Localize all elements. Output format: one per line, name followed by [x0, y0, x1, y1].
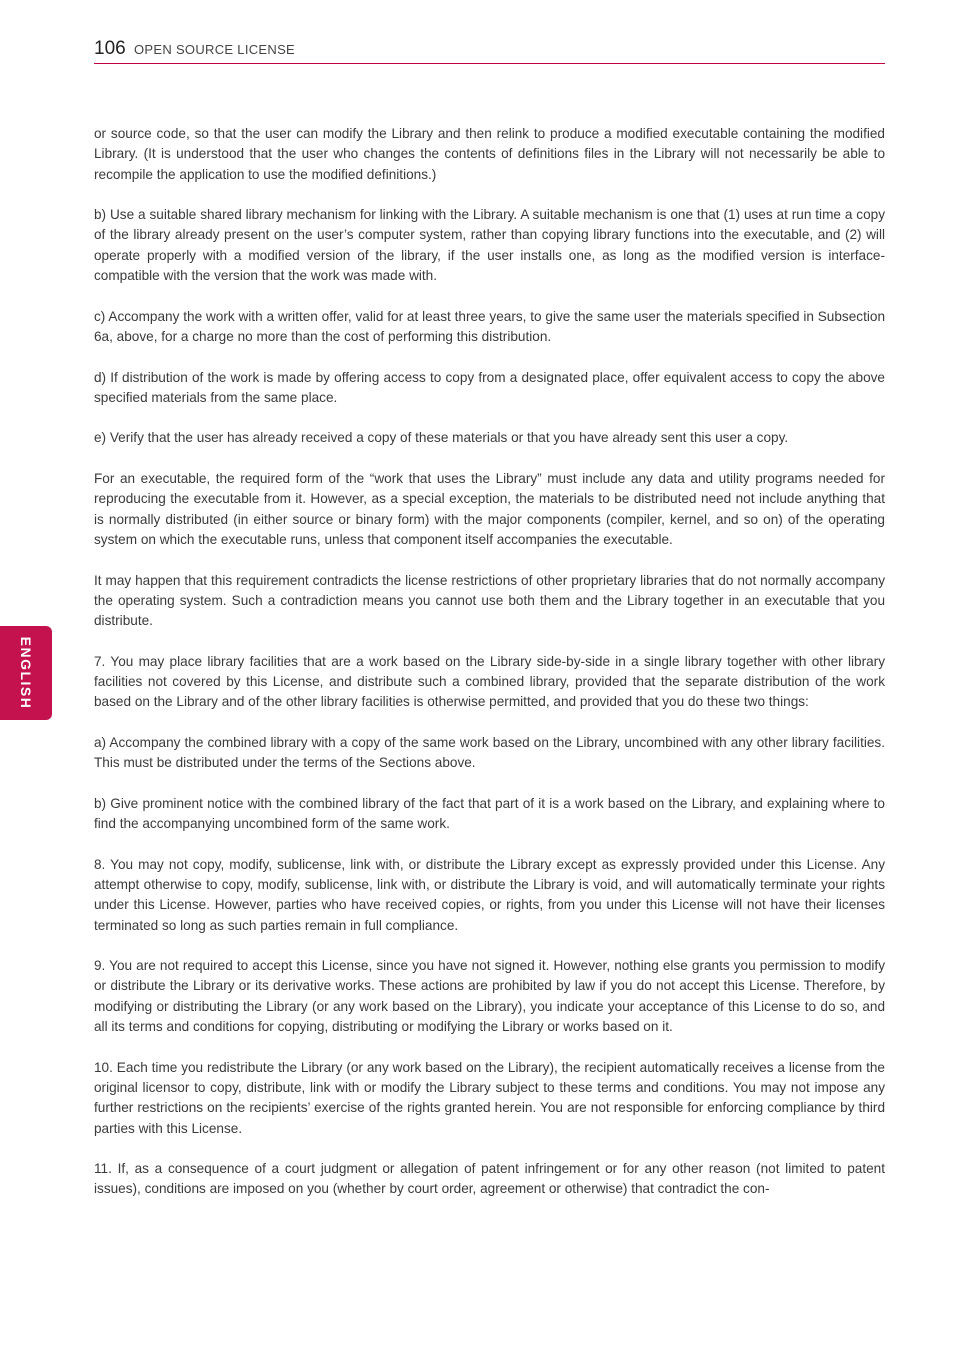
paragraph: 11. If, as a consequence of a court judgment or allegation of patent infringement or for any other reason (not limited to patent issues), conditions are imposed on you (whether by court order, agreement or otherwise) that contradict the con- [94, 1161, 885, 1197]
paragraph: or source code, so that the user can modify the Library and then relink to produce a modified executable containing the modified Library. (It is understood that the user who changes the contents of definitions files in the Library will not necessarily be able to recompile the application to use the modified definitions.) [94, 126, 885, 182]
paragraph: b) Give prominent notice with the combined library of the fact that part of it is a work based on the Library, and explaining where to find the accompanying uncombined form of the same work. [94, 795, 885, 832]
paragraph: 7. You may place library facilities that are a work based on the Library side-by-side in a single library together with other library facilities not covered by this License, and distribute such a combined library, provided that the separate distribution of the work based on the Library and of the other library facilities is otherwise permitted, and provided that you do these two things: [94, 653, 885, 710]
paragraph: e) Verify that the user has already received a copy of these materials or that you have already sent this user a copy. [94, 430, 789, 446]
paragraph: b) Use a suitable shared library mechanism for linking with the Library. A suitable mechanism is one that (1) uses at run time a copy of the library already present on the user’s computer system, rather than copying library functions into the executable, and (2) will operate properly with a modified version of the library, if the user installs one, as long as the modified version is interface-compatible with the version that the work was made with. [94, 207, 885, 284]
language-tab [0, 626, 52, 720]
paragraph: 10. Each time you redistribute the Library (or any work based on the Library), the recipient automatically receives a license from the original licensor to copy, distribute, link with or modify the Library subject to these terms and conditions. You may not impose any further restrictions on the recipients’ exercise of the rights granted herein. You are not responsible for enforcing compliance by third parties with this License. [94, 1059, 885, 1136]
paragraph: For an executable, the required form of the “work that uses the Library” must include any data and utility programs needed for reproducing the executable from it. However, as a special exception, the materials to be distributed need not include anything that is normally distributed (in either source or binary form) with the major components (compiler, kernel, and so on) of the operating system on which the executable runs, unless that component itself accompanies the executable. [94, 471, 885, 547]
paragraph: 8. You may not copy, modify, sublicense, link with, or distribute the Library except as expressly provided under this License. Any attempt otherwise to copy, modify, sublicense, link with, or distribute the Library is void, and will automatically terminate your rights under this License. However, parties who have received copies, or rights, from you under this License will not have their licenses terminated so long as such parties remain in full compliance. [94, 856, 885, 933]
page-number: 106 [94, 38, 126, 59]
paragraph: c) Accompany the work with a written offer, valid for at least three years, to give the same user the materials specified in Subsection 6a, above, for a charge no more than the cost of performing this distribution. [94, 308, 885, 344]
paragraph: d) If distribution of the work is made by offering access to copy from a designated place, offer equivalent access to copy the above specified materials from the same place. [94, 369, 885, 405]
language-tab-label: ENGLISH [18, 636, 34, 710]
paragraph: It may happen that this requirement contradicts the license restrictions of other proprietary libraries that do not normally accompany the operating system. Such a contradiction means you cannot use both them and the Library together in an executable that you distribute. [94, 572, 885, 629]
page-header [94, 37, 885, 64]
license-body [94, 124, 885, 1220]
section-title: OPEN SOURCE LICENSE [134, 42, 296, 57]
paragraph: a) Accompany the combined library with a copy of the same work based on the Library, uncombined with any other library facilities. This must be distributed under the terms of the Sections above. [94, 734, 885, 771]
paragraph: 9. You are not required to accept this License, since you have not signed it. However, nothing else grants you permission to modify or distribute the Library or its derivative works. These actions are prohibited by law if you do not accept this License. Therefore, by modifying or distributing the Library (or any work based on the Library), you indicate your acceptance of this License to do so, and all its terms and conditions for copying, distributing or modifying the Library or works based on it. [94, 958, 885, 1035]
